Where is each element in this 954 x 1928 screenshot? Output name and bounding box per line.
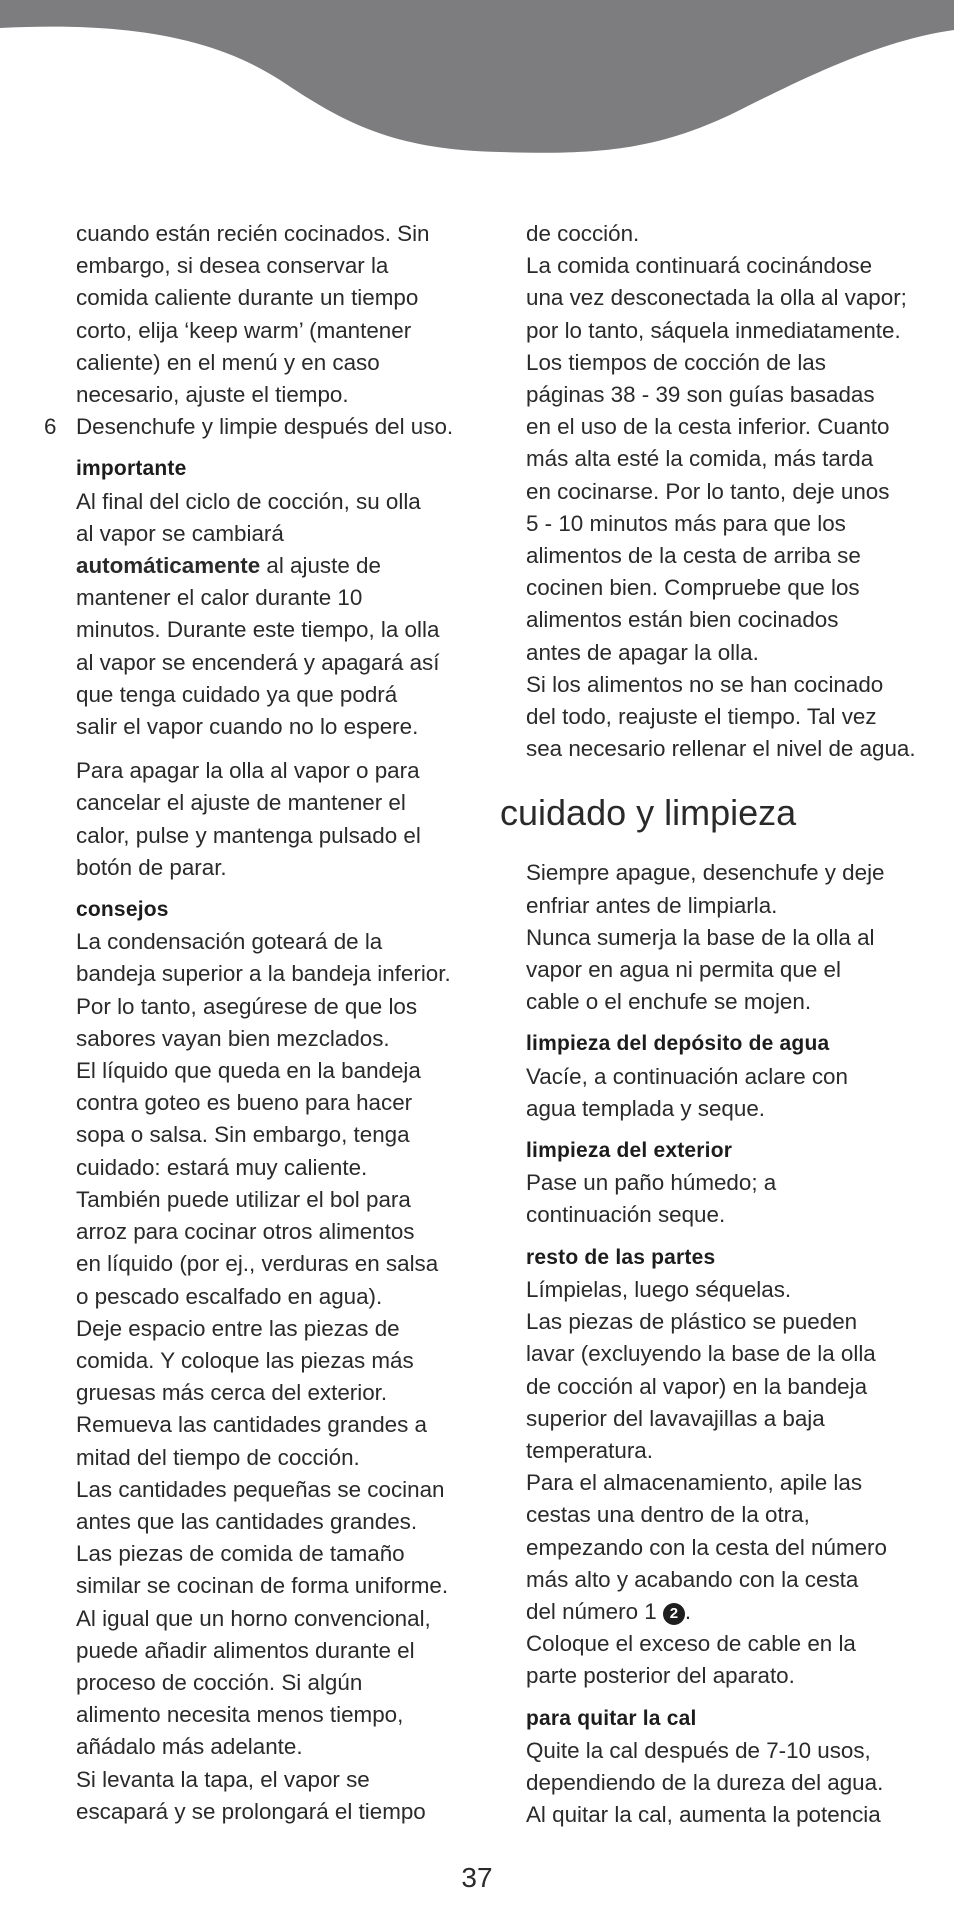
important-line: minutos. Durante este tiempo, la olla — [76, 617, 440, 643]
text-line: de cocción. — [526, 221, 640, 246]
tips-line: Por lo tanto, asegúrese de que los — [76, 993, 418, 1019]
tips-line: Las piezas de comida de tamaño — [76, 1541, 405, 1567]
important-heading: importante — [76, 457, 187, 481]
text-line: Los tiempos de cocción de las — [526, 349, 826, 375]
text-line: cuando están recién cocinados. Sin — [76, 221, 430, 246]
left-column — [44, 218, 476, 1828]
text-line: antes de apagar la olla. — [526, 639, 759, 665]
tips-line: La condensación goteará de la — [76, 929, 383, 955]
important-line: mantener el calor durante 10 — [76, 585, 363, 611]
tips-line: arroz para cocinar otros alimentos — [76, 1219, 415, 1245]
step-6-text: Desenchufe y limpie después del uso. — [76, 414, 454, 440]
important-line — [76, 550, 476, 582]
important-paragraph — [76, 486, 476, 744]
tips-line: Remueva las cantidades grandes a — [76, 1412, 428, 1438]
other-parts-line: Límpielas, luego séquelas. — [526, 1276, 792, 1302]
tips-line: proceso de cocción. Si algún — [76, 1669, 363, 1695]
other-parts-line: temperatura. — [526, 1437, 653, 1463]
exterior-line: continuación seque. — [526, 1202, 726, 1228]
tips-line: puede añadir alimentos durante el — [76, 1637, 415, 1663]
important-rest-lines — [76, 582, 476, 743]
right-column — [500, 218, 926, 1831]
text-line: por lo tanto, sáquela inmediatamente. — [526, 317, 901, 343]
water-tank-line: agua templada y seque. — [526, 1095, 766, 1121]
important-line: salir el vapor cuando no lo espere. — [76, 714, 419, 740]
other-parts-line: parte posterior del aparato. — [526, 1663, 795, 1689]
other-parts-line — [526, 1596, 926, 1628]
tips-line: Si levanta la tapa, el vapor se — [76, 1766, 370, 1792]
text-line: en cocinarse. Por lo tanto, deje unos — [526, 478, 890, 504]
cancel-line: calor, pulse y mantenga pulsado el — [76, 822, 421, 848]
text-line: del todo, reajuste el tiempo. Tal vez — [526, 704, 877, 730]
tips-line: comida. Y coloque las piezas más — [76, 1347, 414, 1373]
cancel-line: cancelar el ajuste de mantener el — [76, 790, 406, 816]
page-number: 37 — [461, 1862, 493, 1893]
descale-heading: para quitar la cal — [526, 1706, 697, 1730]
tips-line: similar se cocinan de forma uniforme. — [76, 1573, 449, 1599]
other-parts-line: superior del lavavajillas a baja — [526, 1405, 825, 1431]
tips-heading: consejos — [76, 898, 169, 922]
descale-paragraph — [526, 1735, 926, 1832]
other-parts-paragraph — [526, 1274, 926, 1693]
other-parts-line: Para el almacenamiento, apile las — [526, 1470, 863, 1496]
figure-2-badge: 2 — [663, 1603, 685, 1625]
other-parts-line: empezando con la cesta del número — [526, 1534, 887, 1560]
tips-line: alimento necesita menos tiempo, — [76, 1702, 404, 1728]
other-parts-line: Coloque el exceso de cable en la — [526, 1631, 856, 1657]
important-line-rest: al ajuste de — [260, 553, 381, 579]
tips-line: sabores vayan bien mezclados. — [76, 1025, 390, 1051]
tips-line: añádalo más adelante. — [76, 1734, 303, 1760]
text-line: comida caliente durante un tiempo — [76, 285, 419, 311]
tips-line: Deje espacio entre las piezas de — [76, 1315, 400, 1341]
care-line: Nunca sumerja la base de la olla al — [526, 924, 875, 950]
water-tank-paragraph — [526, 1061, 926, 1125]
tips-line: También puede utilizar el bol para — [76, 1186, 411, 1212]
cancel-line: botón de parar. — [76, 854, 227, 880]
text-line: necesario, ajuste el tiempo. — [76, 382, 349, 408]
important-bold-word: automáticamente — [76, 553, 261, 579]
tips-line: gruesas más cerca del exterior. — [76, 1380, 388, 1406]
important-line: Al final del ciclo de cocción, su olla — [76, 488, 421, 514]
step-6 — [44, 411, 476, 443]
tips-line: antes que las cantidades grandes. — [76, 1508, 418, 1534]
tips-line: contra goteo es bueno para hacer — [76, 1090, 413, 1116]
descale-line: Al quitar la cal, aumenta la potencia — [526, 1802, 881, 1828]
text-line: más alta esté la comida, más tarda — [526, 446, 874, 472]
text-line: cocinen bien. Compruebe que los — [526, 575, 860, 601]
tips-line: mitad del tiempo de cocción. — [76, 1444, 360, 1470]
other-parts-line: más alto y acabando con la cesta — [526, 1566, 859, 1592]
exterior-paragraph — [526, 1167, 926, 1231]
text-line: corto, elija ‘keep warm’ (mantener — [76, 317, 412, 343]
text-line: páginas 38 - 39 son guías basadas — [526, 382, 875, 408]
other-parts-line: de cocción al vapor) en la bandeja — [526, 1373, 868, 1399]
tips-line: en líquido (por ej., verduras en salsa — [76, 1251, 439, 1277]
important-line: al vapor se encenderá y apagará así — [76, 649, 440, 675]
care-line: enfriar antes de limpiarla. — [526, 892, 778, 918]
other-parts-lines — [526, 1274, 926, 1596]
care-line: cable o el enchufe se mojen. — [526, 989, 812, 1015]
other-parts-line: lavar (excluyendo la base de la olla — [526, 1341, 876, 1367]
text-line: alimentos están bien cocinados — [526, 607, 839, 633]
tips-line: o pescado escalfado en agua). — [76, 1283, 383, 1309]
cancel-line: Para apagar la olla al vapor o para — [76, 758, 420, 784]
tips-line: El líquido que queda en la bandeja — [76, 1058, 421, 1084]
other-parts-heading: resto de las partes — [526, 1245, 716, 1269]
other-parts-last-suffix: . — [684, 1598, 692, 1624]
care-line: Siempre apague, desenchufe y deje — [526, 860, 885, 886]
descale-line: dependiendo de la dureza del agua. — [526, 1769, 884, 1795]
tips-line: sopa o salsa. Sin embargo, tenga — [76, 1122, 410, 1148]
other-parts-last-prefix: del número 1 — [526, 1598, 663, 1624]
tips-line: Al igual que un horno convencional, — [76, 1605, 431, 1631]
step-6-number: 6 — [44, 414, 57, 440]
other-parts-after-lines — [526, 1628, 926, 1692]
text-line: alimentos de la cesta de arriba se — [526, 543, 861, 569]
text-line: embargo, si desea conservar la — [76, 253, 389, 279]
descale-line: Quite la cal después de 7-10 usos, — [526, 1737, 871, 1763]
header-wave-shape — [0, 0, 954, 153]
text-line: caliente) en el menú y en caso — [76, 349, 380, 375]
important-line: que tenga cuidado ya que podrá — [76, 681, 398, 707]
other-parts-line: cestas una dentro de la otra, — [526, 1502, 810, 1528]
text-line: sea necesario rellenar el nivel de agua. — [526, 736, 916, 762]
section-title-care-cleaning: cuidado y limpieza — [500, 792, 797, 834]
water-tank-line: Vacíe, a continuación aclare con — [526, 1063, 848, 1089]
other-parts-line: Las piezas de plástico se pueden — [526, 1309, 858, 1335]
tips-line: Las cantidades pequeñas se cocinan — [76, 1476, 445, 1502]
care-line: vapor en agua ni permita que el — [526, 957, 841, 983]
text-line: Si los alimentos no se han cocinado — [526, 671, 884, 697]
tips-paragraph — [76, 926, 476, 1828]
header-wave-decoration — [0, 0, 954, 160]
text-line: en el uso de la cesta inferior. Cuanto — [526, 414, 890, 440]
tips-line: escapará y se prolongará el tiempo — [76, 1798, 426, 1824]
left-intro-paragraph — [76, 218, 476, 411]
text-line: una vez desconectada la olla al vapor; — [526, 285, 907, 311]
tips-line: bandeja superior a la bandeja inferior. — [76, 961, 451, 987]
tips-line: cuidado: estará muy caliente. — [76, 1154, 368, 1180]
cancel-paragraph — [76, 755, 476, 884]
text-line: 5 - 10 minutos más para que los — [526, 510, 846, 536]
important-line: al vapor se cambiará — [76, 520, 284, 546]
right-intro-paragraph — [526, 218, 926, 765]
exterior-line: Pase un paño húmedo; a — [526, 1170, 777, 1196]
care-paragraph — [526, 857, 926, 1018]
text-line: La comida continuará cocinándose — [526, 253, 873, 279]
exterior-heading: limpieza del exterior — [526, 1139, 733, 1163]
water-tank-heading: limpieza del depósito de agua — [526, 1032, 830, 1056]
